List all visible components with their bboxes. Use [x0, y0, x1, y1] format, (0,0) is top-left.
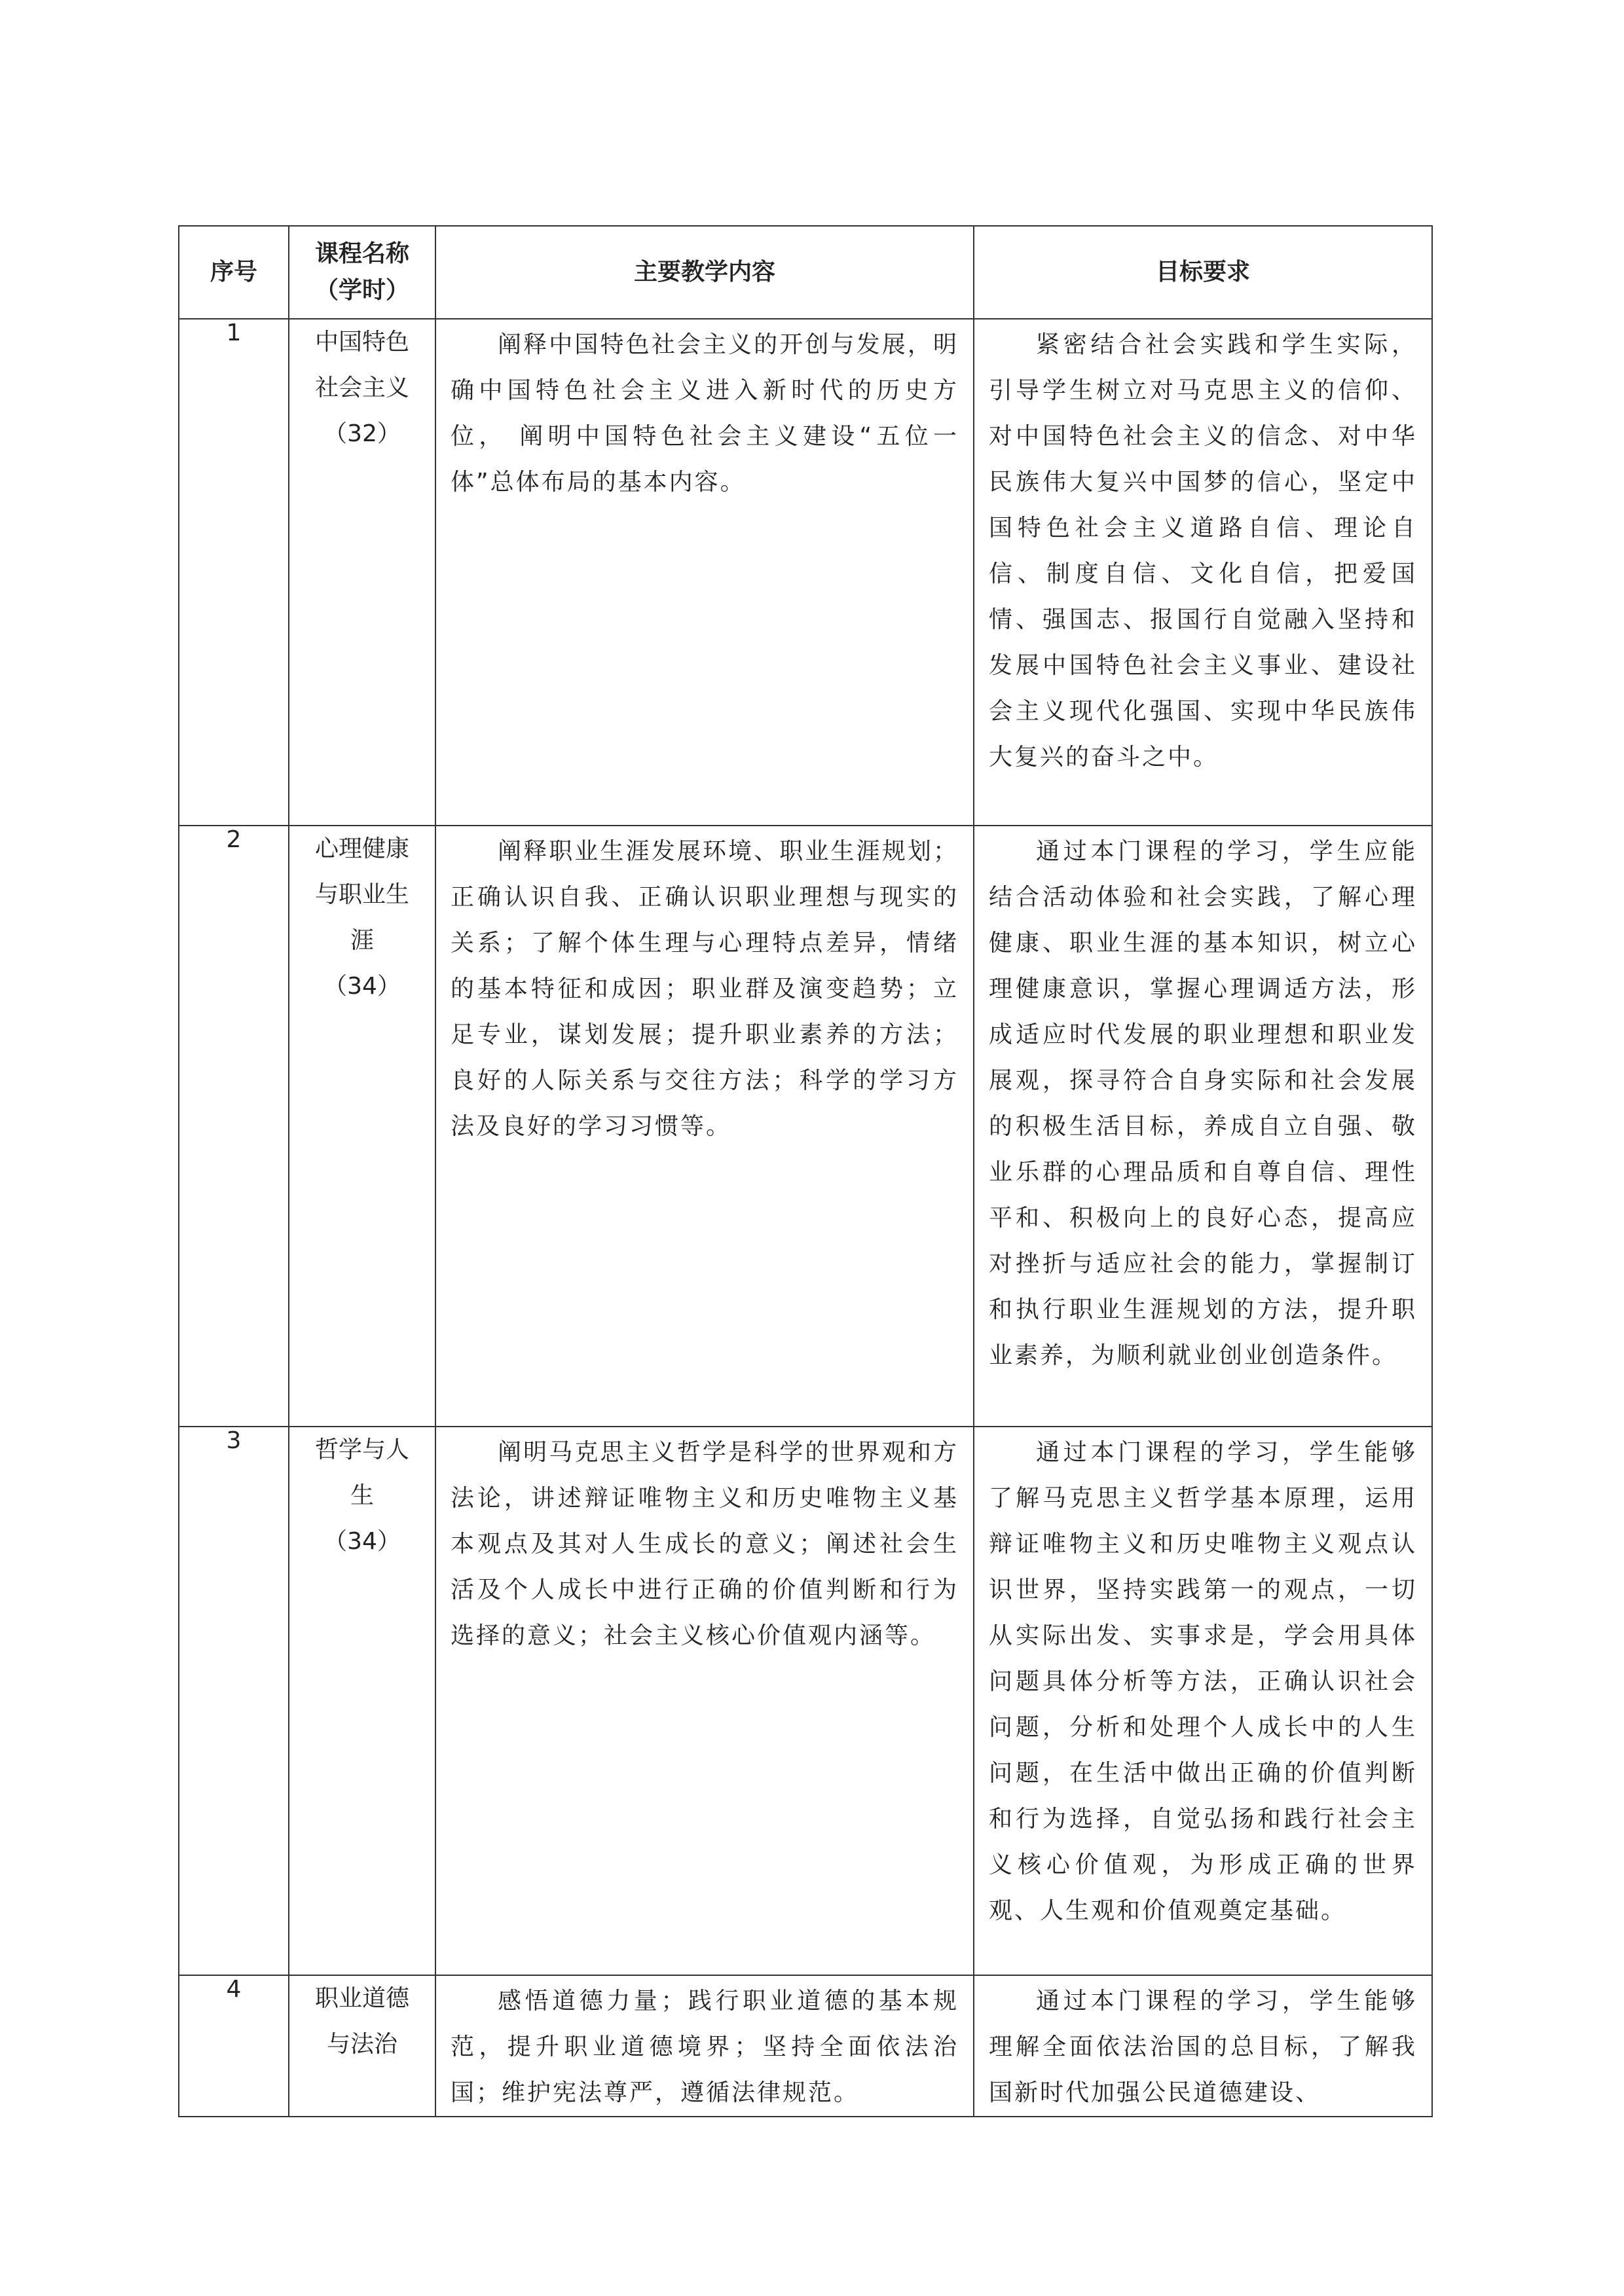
goal-text: 通过本门课程的学习，学生能够理解全面依法治国的总目标，了解我国新时代加强公民道德建设、	[989, 1988, 1417, 2106]
main-content-text: 阐明马克思主义哲学是科学的世界观和方法论，讲述辩证唯物主义和历史唯物主义基本观点及其对人生成长的意义；阐述社会生活及个人成长中进行正确的价值判断和行为选择的意义；社会主义核心价值观内涵等。	[451, 1439, 959, 1649]
goal-cell	[974, 1427, 1432, 1975]
header-course-name-line: 课程名称	[314, 240, 409, 267]
goal-text: 紧密结合社会实践和学生实际，引导学生树立对马克思主义的信仰、对中国特色社会主义的信念、对中华民族伟大复兴中国梦的信心，坚定中国特色社会主义道路自信、理论自信、制度自信、文化自信，把爱国情、强国志、报国行自觉融入坚持和发展中国特色社会主义事业、建设社会主义现代化强国、实现中华民族伟大复兴的奋斗之中。	[989, 331, 1417, 771]
course-name-line: 中国特色	[314, 329, 409, 355]
table-header-row	[179, 226, 1432, 319]
course-name-line: 生	[350, 1482, 374, 1509]
course-name-line: 与法治	[326, 2031, 397, 2058]
main-content-cell	[435, 319, 974, 826]
main-content-cell	[435, 826, 974, 1427]
main-content-cell	[435, 1975, 974, 2117]
header-serial-number: 序号	[179, 226, 289, 319]
header-goal-requirements: 目标要求	[974, 226, 1432, 319]
goal-cell	[974, 1975, 1432, 2117]
row-serial-number: 3	[179, 1427, 289, 1975]
header-main-content: 主要教学内容	[435, 226, 974, 319]
table-row	[179, 1427, 1432, 1975]
course-name-line: 社会主义	[314, 374, 409, 401]
course-name-cell	[289, 826, 435, 1427]
course-hours-line: （32）	[323, 420, 401, 447]
main-content-text: 感悟道德力量；践行职业道德的基本规范，提升职业道德境界；坚持全面依法治国；维护宪法尊严，遵循法律规范。	[451, 1988, 959, 2106]
goal-text: 通过本门课程的学习，学生应能结合活动体验和社会实践，了解心理健康、职业生涯的基本知识，树立心理健康意识，掌握心理调适方法，形成适应时代发展的职业理想和职业发展观，探寻符合自身实际和社会发展的积极生活目标，养成自立自强、敬业乐群的心理品质和自尊自信、理性平和、积极向上的良好心态，提高应对挫折与适应社会的能力，掌握制订和执行职业生涯规划的方法，提升职业素养，为顺利就业创业创造条件。	[989, 838, 1417, 1369]
course-name-line: 与职业生	[314, 881, 409, 908]
header-course-hours-line: （学时）	[314, 277, 409, 304]
curriculum-table	[178, 225, 1433, 2117]
course-name-line: 涯	[350, 927, 374, 954]
main-content-text: 阐释职业生涯发展环境、职业生涯规划；正确认识自我、正确认识职业理想与现实的关系；了解个体生理与心理特点差异，情绪的基本特征和成因；职业群及演变趋势；立足专业，谋划发展；提升职业素养的方法；良好的人际关系与交往方法；科学的学习方法及良好的学习习惯等。	[451, 838, 959, 1140]
course-name-line: 心理健康	[314, 835, 409, 862]
course-hours-line: （34）	[323, 973, 401, 1000]
goal-text: 通过本门课程的学习，学生能够了解马克思主义哲学基本原理，运用辩证唯物主义和历史唯物主义观点认识世界，坚持实践第一的观点，一切从实际出发、实事求是，学会用具体问题具体分析等方法，正确认识社会问题，分析和处理个人成长中的人生问题，在生活中做出正确的价值判断和行为选择，自觉弘扬和践行社会主义核心价值观，为形成正确的世界观、人生观和价值观奠定基础。	[989, 1439, 1417, 1924]
row-serial-number: 2	[179, 826, 289, 1427]
main-content-cell	[435, 1427, 974, 1975]
goal-cell	[974, 319, 1432, 826]
table-row	[179, 1975, 1432, 2117]
course-name-cell	[289, 1975, 435, 2117]
course-hours-line: （34）	[323, 1528, 401, 1555]
table-row	[179, 319, 1432, 826]
row-serial-number: 4	[179, 1975, 289, 2117]
course-name-cell	[289, 319, 435, 826]
course-name-line: 哲学与人	[314, 1436, 409, 1463]
main-content-text: 阐释中国特色社会主义的开创与发展，明确中国特色社会主义进入新时代的历史方位， 阐明中国特色社会主义建设“五位一体”总体布局的基本内容。	[451, 331, 959, 496]
goal-cell	[974, 826, 1432, 1427]
course-name-line: 职业道德	[314, 1985, 409, 2012]
course-name-cell	[289, 1427, 435, 1975]
row-serial-number: 1	[179, 319, 289, 826]
header-course-name	[289, 226, 435, 319]
table-row	[179, 826, 1432, 1427]
